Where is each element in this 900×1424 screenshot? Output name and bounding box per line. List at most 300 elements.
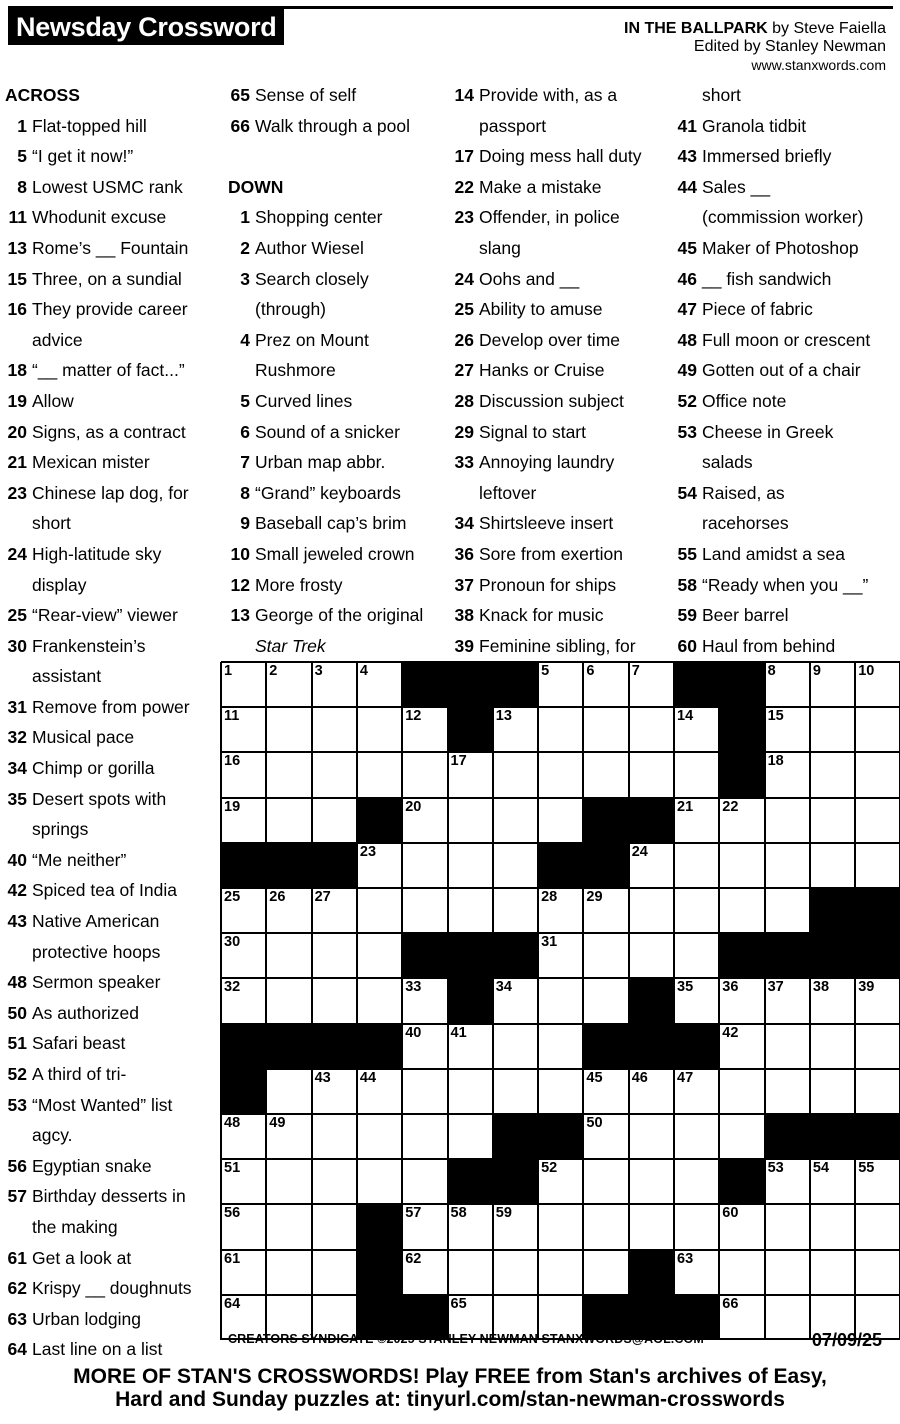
grid-cell[interactable] (765, 843, 810, 888)
cell-number: 44 (359, 1069, 377, 1086)
grid-cell[interactable] (765, 1159, 810, 1204)
grid-cell[interactable] (810, 843, 855, 888)
clue-item[interactable] (447, 417, 669, 448)
clue-item[interactable] (447, 570, 669, 601)
grid-cell[interactable] (312, 1250, 357, 1295)
grid-cell[interactable] (448, 1250, 493, 1295)
grid-cell[interactable] (674, 1114, 719, 1159)
grid-cell[interactable] (765, 752, 810, 797)
grid-cell[interactable] (629, 888, 674, 933)
grid-cell[interactable] (493, 1204, 538, 1249)
grid-cell[interactable] (357, 1114, 402, 1159)
grid-cell[interactable] (493, 752, 538, 797)
grid-cell[interactable] (221, 1114, 266, 1159)
grid-cell[interactable] (221, 707, 266, 752)
grid-cell[interactable] (448, 1024, 493, 1069)
clue-item[interactable] (447, 386, 669, 417)
clue-text: Doing mess hall duty (479, 146, 642, 167)
grid-cell[interactable] (402, 888, 447, 933)
grid-cell[interactable] (221, 1204, 266, 1249)
black-square (448, 978, 493, 1023)
clue-item[interactable] (223, 539, 445, 570)
clue-item[interactable] (223, 417, 445, 448)
grid-cell[interactable] (266, 662, 311, 707)
clue-item[interactable] (0, 264, 222, 295)
clue-item[interactable] (447, 539, 669, 570)
grid-cell[interactable] (765, 1295, 810, 1340)
grid-cell[interactable] (312, 933, 357, 978)
grid-cell[interactable] (719, 1024, 764, 1069)
clue-number: 36 (454, 543, 474, 564)
grid-cell[interactable] (583, 1114, 628, 1159)
grid-cell[interactable] (221, 752, 266, 797)
cell-number: 14 (677, 708, 694, 725)
clue-item[interactable] (0, 906, 222, 937)
grid-cell[interactable] (765, 978, 810, 1023)
clue-number: 33 (454, 452, 474, 473)
grid-cell[interactable] (629, 1069, 674, 1114)
grid-cell[interactable] (402, 752, 447, 797)
clue-item[interactable] (447, 202, 669, 233)
grid-cell[interactable] (810, 662, 855, 707)
grid-cell[interactable] (765, 798, 810, 843)
grid-cell[interactable] (538, 1204, 583, 1249)
clue-item[interactable] (670, 478, 892, 509)
grid-cell[interactable] (448, 1069, 493, 1114)
grid-cell[interactable] (538, 888, 583, 933)
clue-item[interactable] (670, 325, 892, 356)
cell-number: 46 (631, 1069, 648, 1086)
clue-item[interactable] (0, 447, 222, 478)
clue-item[interactable] (670, 539, 892, 570)
grid-cell[interactable] (312, 888, 357, 933)
grid-cell[interactable] (810, 1069, 855, 1114)
clue-item[interactable] (0, 753, 222, 784)
clue-item[interactable] (447, 631, 669, 662)
grid-cell[interactable] (855, 843, 900, 888)
clue-number: 62 (7, 1278, 27, 1299)
grid-cell[interactable] (266, 1204, 311, 1249)
grid-cell[interactable] (402, 843, 447, 888)
grid-cell[interactable] (855, 1069, 900, 1114)
grid-line (221, 1249, 900, 1251)
clue-item[interactable] (447, 141, 669, 172)
grid-cell[interactable] (629, 933, 674, 978)
grid-cell[interactable] (493, 798, 538, 843)
clue-text: Maker of Photoshop (702, 237, 859, 258)
clue-item[interactable] (0, 1334, 222, 1365)
clue-item[interactable] (447, 264, 669, 295)
grid-cell[interactable] (765, 888, 810, 933)
grid-cell[interactable] (719, 798, 764, 843)
grid-line (221, 1113, 900, 1115)
grid-cell[interactable] (402, 1159, 447, 1204)
clue-item[interactable] (0, 1028, 222, 1059)
clue-item[interactable] (0, 1243, 222, 1274)
cell-number: 26 (269, 889, 286, 905)
grid-cell[interactable] (266, 707, 311, 752)
clue-item[interactable] (670, 355, 892, 386)
clue-item[interactable] (0, 417, 222, 448)
grid-cell[interactable] (402, 1114, 447, 1159)
clue-item[interactable] (670, 417, 892, 448)
black-square (855, 933, 900, 978)
clue-text: Native American (32, 911, 160, 932)
grid-cell[interactable] (810, 978, 855, 1023)
grid-cell[interactable] (583, 888, 628, 933)
clue-item[interactable] (670, 172, 892, 203)
clue-item[interactable] (447, 172, 669, 203)
clue-number: 25 (454, 299, 474, 320)
grid-cell[interactable] (629, 662, 674, 707)
clue-text: Whodunit excuse (32, 207, 167, 228)
page-title: Newsday Crossword (8, 9, 284, 45)
grid-cell[interactable] (674, 843, 719, 888)
clue-item[interactable] (0, 294, 222, 325)
grid-cell[interactable] (583, 662, 628, 707)
grid-cell[interactable] (402, 798, 447, 843)
grid-cell[interactable] (312, 1159, 357, 1204)
grid-cell[interactable] (538, 707, 583, 752)
grid-cell[interactable] (855, 978, 900, 1023)
grid-cell[interactable] (448, 1114, 493, 1159)
clue-item[interactable] (0, 722, 222, 753)
grid-cell[interactable] (674, 933, 719, 978)
clue-item[interactable] (223, 386, 445, 417)
grid-cell[interactable] (583, 933, 628, 978)
clue-text: “Rear-view” viewer (32, 605, 178, 626)
clue-item[interactable] (447, 447, 669, 478)
grid-cell[interactable] (493, 1069, 538, 1114)
clue-item[interactable] (447, 508, 669, 539)
cell-number: 22 (722, 798, 739, 815)
grid-cell[interactable] (221, 933, 266, 978)
grid-cell[interactable] (765, 1069, 810, 1114)
grid-cell[interactable] (266, 933, 311, 978)
clue-item[interactable] (0, 600, 222, 631)
clue-item[interactable] (670, 233, 892, 264)
grid-cell[interactable] (765, 1250, 810, 1295)
black-square (719, 933, 764, 978)
grid-cell[interactable] (674, 707, 719, 752)
clue-item[interactable] (0, 1059, 222, 1090)
clue-item[interactable] (0, 1181, 222, 1212)
grid-cell[interactable] (719, 843, 764, 888)
grid-cell[interactable] (765, 707, 810, 752)
black-square (221, 1024, 266, 1069)
grid-cell[interactable] (312, 798, 357, 843)
clue-item[interactable] (0, 233, 222, 264)
grid-cell[interactable] (493, 843, 538, 888)
grid-cell[interactable] (448, 843, 493, 888)
clue-item[interactable] (223, 325, 445, 356)
clue-item[interactable] (0, 386, 222, 417)
clue-item[interactable] (0, 784, 222, 815)
grid-cell[interactable] (312, 752, 357, 797)
clue-item[interactable] (0, 967, 222, 998)
website: www.stanxwords.com (751, 57, 886, 73)
black-square (719, 707, 764, 752)
clue-item[interactable] (223, 478, 445, 509)
crossword-grid[interactable] (221, 662, 886, 1326)
clue-item[interactable] (0, 692, 222, 723)
clue-item[interactable] (447, 355, 669, 386)
clue-item[interactable] (670, 141, 892, 172)
clue-item[interactable] (447, 80, 669, 111)
grid-cell[interactable] (855, 1024, 900, 1069)
grid-cell[interactable] (538, 798, 583, 843)
grid-cell[interactable] (221, 798, 266, 843)
grid-cell[interactable] (583, 752, 628, 797)
grid-cell[interactable] (448, 798, 493, 843)
grid-cell[interactable] (266, 978, 311, 1023)
grid-cell[interactable] (855, 662, 900, 707)
grid-cell[interactable] (357, 752, 402, 797)
grid-cell[interactable] (765, 662, 810, 707)
black-square (357, 798, 402, 843)
grid-cell[interactable] (674, 888, 719, 933)
grid-cell[interactable] (357, 707, 402, 752)
clue-item[interactable] (0, 1151, 222, 1182)
grid-cell[interactable] (765, 1024, 810, 1069)
grid-line (221, 1068, 900, 1070)
clue-item[interactable] (670, 600, 892, 631)
grid-cell[interactable] (312, 662, 357, 707)
clue-text: “Most Wanted” list (32, 1094, 173, 1115)
clue-number: 1 (240, 207, 250, 228)
black-square (674, 1024, 719, 1069)
grid-cell[interactable] (855, 798, 900, 843)
black-square (855, 888, 900, 933)
clue-text: Haul from behind (702, 635, 836, 656)
grid-cell[interactable] (538, 933, 583, 978)
clue-number: 1 (17, 115, 27, 136)
grid-cell[interactable] (266, 798, 311, 843)
grid-cell[interactable] (493, 978, 538, 1023)
grid-cell[interactable] (855, 1250, 900, 1295)
clue-item[interactable] (0, 631, 222, 662)
grid-cell[interactable] (855, 1204, 900, 1249)
grid-cell[interactable] (810, 1024, 855, 1069)
clue-text: Piece of fabric (702, 299, 813, 320)
grid-cell[interactable] (357, 1159, 402, 1204)
grid-cell[interactable] (810, 1250, 855, 1295)
grid-cell[interactable] (493, 1024, 538, 1069)
grid-cell[interactable] (538, 662, 583, 707)
grid-cell[interactable] (266, 1069, 311, 1114)
grid-cell[interactable] (448, 1204, 493, 1249)
clue-item[interactable] (223, 80, 445, 111)
clue-number: 43 (7, 911, 27, 932)
grid-cell[interactable] (357, 843, 402, 888)
clue-number: 55 (677, 543, 697, 564)
clue-item[interactable] (0, 172, 222, 203)
grid-cell[interactable] (765, 1204, 810, 1249)
clue-item[interactable] (223, 570, 445, 601)
grid-cell[interactable] (357, 888, 402, 933)
grid-cell[interactable] (402, 1204, 447, 1249)
grid-cell[interactable] (312, 1204, 357, 1249)
grid-line (854, 662, 856, 1340)
grid-cell[interactable] (810, 798, 855, 843)
grid-cell[interactable] (357, 933, 402, 978)
grid-cell[interactable] (493, 888, 538, 933)
grid-cell[interactable] (221, 1250, 266, 1295)
clue-number: 41 (677, 115, 697, 136)
grid-cell[interactable] (221, 978, 266, 1023)
grid-cell[interactable] (674, 978, 719, 1023)
grid-cell[interactable] (312, 978, 357, 1023)
grid-cell[interactable] (674, 1069, 719, 1114)
clue-item[interactable] (0, 1090, 222, 1121)
cell-number: 33 (405, 979, 422, 996)
clue-number: 40 (7, 849, 27, 870)
clue-number: 38 (454, 605, 474, 626)
grid-cell[interactable] (855, 752, 900, 797)
grid-cell[interactable] (719, 1204, 764, 1249)
grid-line (718, 662, 720, 1340)
clue-number: 30 (7, 635, 27, 656)
grid-cell[interactable] (221, 662, 266, 707)
grid-cell[interactable] (855, 707, 900, 752)
grid-cell[interactable] (221, 888, 266, 933)
grid-cell[interactable] (538, 1024, 583, 1069)
grid-cell[interactable] (402, 1069, 447, 1114)
grid-line (537, 662, 539, 1340)
clue-item[interactable] (0, 845, 222, 876)
grid-cell[interactable] (674, 752, 719, 797)
grid-cell[interactable] (629, 707, 674, 752)
grid-cell[interactable] (719, 1295, 764, 1340)
clue-item[interactable] (670, 570, 892, 601)
clue-text: Offender, in police (479, 207, 620, 228)
grid-cell[interactable] (674, 1159, 719, 1204)
grid-cell[interactable] (629, 843, 674, 888)
clue-text: Small jeweled crown (255, 543, 415, 564)
clue-item[interactable] (670, 386, 892, 417)
clue-item[interactable] (447, 294, 669, 325)
grid-cell[interactable] (719, 1250, 764, 1295)
clue-item[interactable] (670, 631, 892, 662)
grid-cell[interactable] (583, 1204, 628, 1249)
grid-cell[interactable] (810, 707, 855, 752)
grid-cell[interactable] (448, 888, 493, 933)
grid-cell[interactable] (402, 1024, 447, 1069)
grid-cell[interactable] (719, 978, 764, 1023)
clue-item[interactable] (670, 264, 892, 295)
cell-number: 35 (677, 979, 694, 996)
grid-cell[interactable] (402, 978, 447, 1023)
clue-number: 2 (240, 237, 250, 258)
clue-number: 43 (677, 146, 697, 167)
clue-item[interactable] (0, 111, 222, 142)
grid-cell[interactable] (448, 752, 493, 797)
grid-cell[interactable] (538, 1250, 583, 1295)
clue-item[interactable] (223, 600, 445, 631)
grid-cell[interactable] (538, 978, 583, 1023)
grid-cell[interactable] (629, 1114, 674, 1159)
clue-item[interactable] (0, 478, 222, 509)
grid-cell[interactable] (266, 1114, 311, 1159)
clue-item[interactable] (223, 508, 445, 539)
grid-cell[interactable] (357, 1069, 402, 1114)
grid-cell[interactable] (357, 662, 402, 707)
grid-cell[interactable] (810, 1204, 855, 1249)
grid-cell[interactable] (629, 752, 674, 797)
clue-item[interactable] (0, 141, 222, 172)
cell-number: 39 (858, 979, 875, 996)
clue-item[interactable] (223, 447, 445, 478)
grid-cell[interactable] (855, 1159, 900, 1204)
grid-cell[interactable] (719, 1114, 764, 1159)
grid-cell[interactable] (402, 707, 447, 752)
grid-cell[interactable] (674, 1250, 719, 1295)
clue-item[interactable] (0, 1273, 222, 1304)
grid-cell[interactable] (810, 1159, 855, 1204)
clue-continuation: the making (32, 1216, 118, 1237)
grid-cell[interactable] (493, 707, 538, 752)
grid-cell[interactable] (312, 1114, 357, 1159)
grid-cell[interactable] (266, 752, 311, 797)
clue-item[interactable] (0, 998, 222, 1029)
clue-text: Rome’s __ Fountain (32, 237, 189, 258)
grid-cell[interactable] (583, 978, 628, 1023)
grid-cell[interactable] (583, 1159, 628, 1204)
clue-item[interactable] (0, 539, 222, 570)
grid-cell[interactable] (674, 798, 719, 843)
grid-cell[interactable] (357, 978, 402, 1023)
clue-item[interactable] (447, 600, 669, 631)
grid-cell[interactable] (312, 707, 357, 752)
grid-cell[interactable] (674, 1204, 719, 1249)
clue-item[interactable] (0, 202, 222, 233)
grid-cell[interactable] (629, 1159, 674, 1204)
grid-cell[interactable] (538, 1069, 583, 1114)
clue-item[interactable] (223, 202, 445, 233)
clue-item[interactable] (0, 875, 222, 906)
clue-item[interactable] (0, 355, 222, 386)
clue-item[interactable] (223, 233, 445, 264)
grid-cell[interactable] (583, 1069, 628, 1114)
grid-cell[interactable] (402, 1250, 447, 1295)
grid-cell[interactable] (312, 1069, 357, 1114)
clue-item[interactable] (670, 294, 892, 325)
clue-number: 21 (7, 452, 27, 473)
clue-item[interactable] (0, 1304, 222, 1335)
grid-cell[interactable] (719, 888, 764, 933)
grid-cell[interactable] (538, 752, 583, 797)
clue-item[interactable] (670, 111, 892, 142)
clue-item[interactable] (447, 325, 669, 356)
grid-cell[interactable] (583, 1250, 628, 1295)
grid-cell[interactable] (583, 707, 628, 752)
grid-cell[interactable] (266, 888, 311, 933)
clue-number: 59 (677, 605, 697, 626)
grid-cell[interactable] (266, 1159, 311, 1204)
grid-cell[interactable] (629, 1204, 674, 1249)
grid-cell[interactable] (493, 1250, 538, 1295)
grid-cell[interactable] (810, 752, 855, 797)
clue-item[interactable] (223, 111, 445, 142)
clue-number: 61 (7, 1247, 27, 1268)
grid-cell[interactable] (538, 1159, 583, 1204)
grid-cell[interactable] (221, 1159, 266, 1204)
grid-cell[interactable] (266, 1250, 311, 1295)
cell-number: 32 (224, 979, 241, 996)
grid-cell[interactable] (719, 1069, 764, 1114)
black-square (583, 798, 628, 843)
clue-item[interactable] (223, 264, 445, 295)
